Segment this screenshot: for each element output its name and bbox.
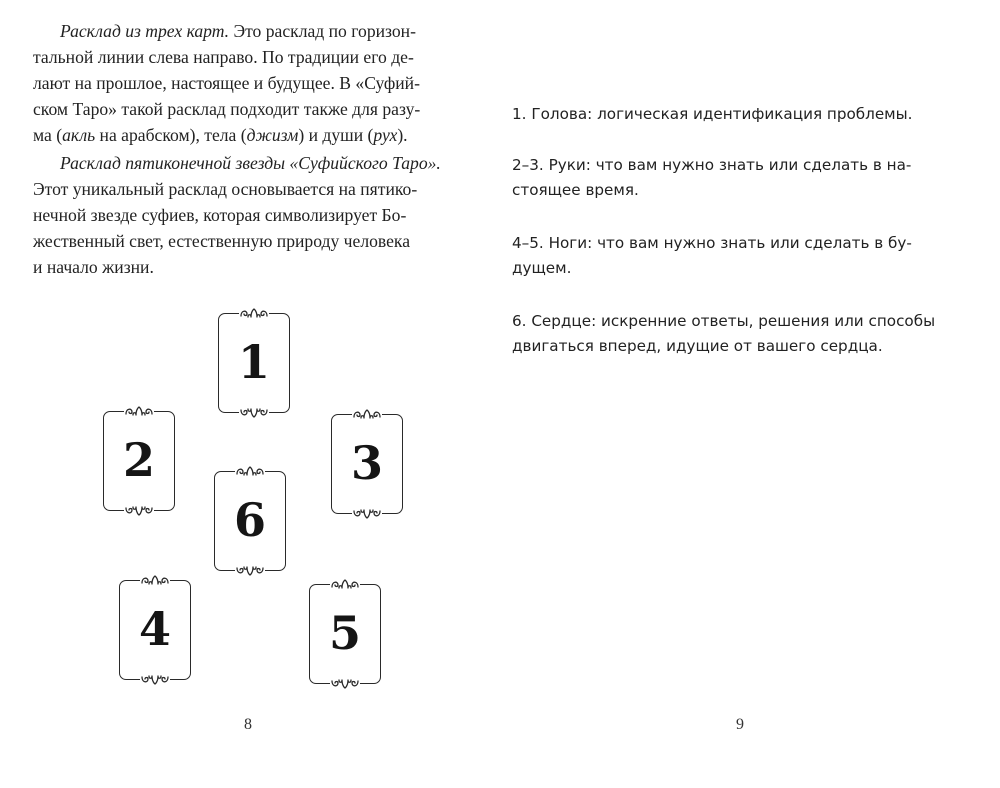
text-line: стоящее время. <box>512 181 639 199</box>
card-2 <box>103 411 175 511</box>
text-line: 1. Голова: логическая идентификация проблемы. <box>512 105 913 123</box>
position-hands <box>512 153 982 203</box>
card-number: 6 <box>233 493 266 548</box>
text-line: 2–3. Руки: что вам нужно знать или сделать в на- <box>512 156 912 174</box>
right-page <box>500 0 1000 788</box>
scroll-ornament-icon <box>330 578 360 590</box>
scroll-ornament-icon <box>330 678 360 690</box>
text-line: тальной линии слева направо. По традиции его де- <box>33 47 414 67</box>
card-number: 5 <box>328 606 361 661</box>
scroll-ornament-icon <box>140 574 170 586</box>
text-line: 4–5. Ноги: что вам нужно знать или сделать в бу- <box>512 234 912 252</box>
scroll-ornament-icon <box>235 565 265 577</box>
position-heart <box>512 309 982 359</box>
card-1 <box>218 313 290 413</box>
card-number: 1 <box>237 335 270 390</box>
card-6 <box>214 471 286 571</box>
scroll-ornament-icon <box>352 408 382 420</box>
text-line: жественный свет, естественную природу человека <box>33 231 411 251</box>
text-line: Это расклад по горизон- <box>229 21 416 41</box>
paragraph-star-spread <box>33 150 483 280</box>
card-number: 4 <box>138 602 171 657</box>
text-line: и начало жизни. <box>33 257 154 277</box>
text-line: дущем. <box>512 259 572 277</box>
text-line: ма (акль на арабском), тела (джизм) и души (рух). <box>33 125 408 145</box>
text-line: Этот уникальный расклад основывается на пятико- <box>33 179 418 199</box>
position-legs <box>512 231 982 281</box>
scroll-ornament-icon <box>235 465 265 477</box>
paragraph-three-card-spread <box>33 18 483 148</box>
text-line: лают на прошлое, настоящее и будущее. В «Суфий- <box>33 73 420 93</box>
position-head <box>512 102 982 127</box>
page-number: 8 <box>244 716 252 733</box>
scroll-ornament-icon <box>124 505 154 517</box>
card-5 <box>309 584 381 684</box>
three-card-title: Расклад из трех карт. <box>60 21 230 41</box>
scroll-ornament-icon <box>140 674 170 686</box>
card-number: 2 <box>122 433 155 488</box>
card-4 <box>119 580 191 680</box>
scroll-ornament-icon <box>239 307 269 319</box>
scroll-ornament-icon <box>352 508 382 520</box>
card-3 <box>331 414 403 514</box>
star-spread-title: Расклад пятиконечной звезды «Суфийского Таро». <box>60 153 441 173</box>
scroll-ornament-icon <box>239 407 269 419</box>
text-line: двигаться вперед, идущие от вашего сердца. <box>512 337 883 355</box>
text-line: нечной звезде суфиев, которая символизирует Бо- <box>33 205 407 225</box>
text-line: 6. Сердце: искренние ответы, решения или способы <box>512 312 936 330</box>
scroll-ornament-icon <box>124 405 154 417</box>
card-number: 3 <box>350 436 383 491</box>
text-line: ском Таро» такой расклад подходит также для разу- <box>33 99 421 119</box>
page-number: 9 <box>736 716 744 733</box>
